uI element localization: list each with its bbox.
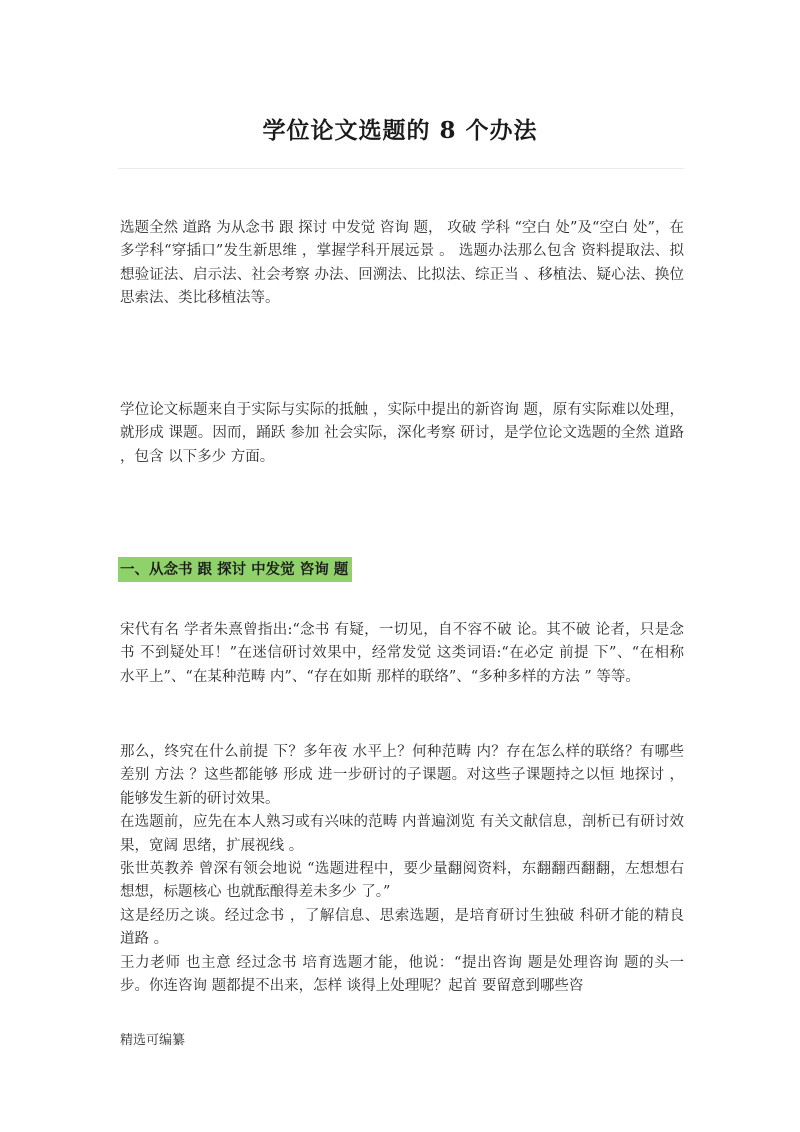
intro-paragraph-text: 选题全然 道路 为从念书 跟 探讨 中发觉 咨询 题， 攻破 学科 “空白 处”及“空白 处”，在多学科“穿插口”发生新思维 ，掌握学科开展远景 。 选题办法那么包含 资料提取法、拟想验证法、启示法、社会考察 办法、回溯法、比拟法、综正当 、移植法、疑心法、换位思索法、类比移植法等。	[120, 220, 684, 307]
page-footer: 精选可编纂	[120, 1033, 186, 1048]
body-line: 这是经历之谈。经过念书 ，了解信息、思索选题，是培育研讨生独破 科研才能的精良 道路 。	[120, 907, 684, 948]
document-title: 学位论文选题的 8 个办法	[262, 117, 538, 144]
intro-paragraph	[120, 217, 684, 311]
section-heading-highlighted: 一、从念书 跟 探讨 中发觉 咨询 题	[118, 557, 352, 582]
body-line: 那么，终究在什么前提 下？多年夜 水平上？何种范畴 内？存在怎么样的联络？有哪些差别 方法 ？这些都能够 形成 进一步研讨的子课题。对这些子课题持之以恒 地探讨 ，能够发生新的研讨效果。	[120, 744, 684, 807]
title-divider	[118, 168, 684, 169]
body-line: 王力老师 也主意 经过念书 培育选题才能，他说：“提出咨询 题是处理咨询 题的头一步。你连咨询 题都提不出来，怎样 谈得上处理呢？起首 要留意到哪些咨	[120, 954, 684, 995]
section-paragraph-a	[120, 619, 684, 689]
second-paragraph	[120, 399, 684, 469]
second-paragraph-text: 学位论文标题来自于实际与实际的抵触 ，实际中提出的新咨询 题，原有实际难以处理，就形成 课题。因而，踊跃 参加 社会实际，深化考察 研讨，是学位论文选题的全然 道路 ，包含 以下多少 方面。	[120, 402, 684, 465]
body-line: 在选题前，应先在本人熟习或有兴味的范畴 内普遍浏览 有关文献信息，剖析已有研讨效果，宽阔 思绪，扩展视线 。	[120, 814, 684, 854]
section-paragraph-b	[120, 741, 684, 998]
section-paragraph-a-text: 宋代有名 学者朱熹曾指出:“念书 有疑，一切见，自不容不破 论。其不破 论者，只是念书 不到疑处耳！”在迷信研讨效果中，经常发觉 这类词语:“在必定 前提 下”、“在相称 水平上”、“在某种范畴 内”、“存在如斯 那样的联络”、“多种多样的方法 ” 等等。	[120, 622, 684, 685]
body-line: 张世英教养 曾深有领会地说 “选题进程中，要少量翻阅资料，东翻翻西翻翻，左想想右想想，标题核心 也就酝酿得差未多少 了。”	[120, 861, 684, 901]
